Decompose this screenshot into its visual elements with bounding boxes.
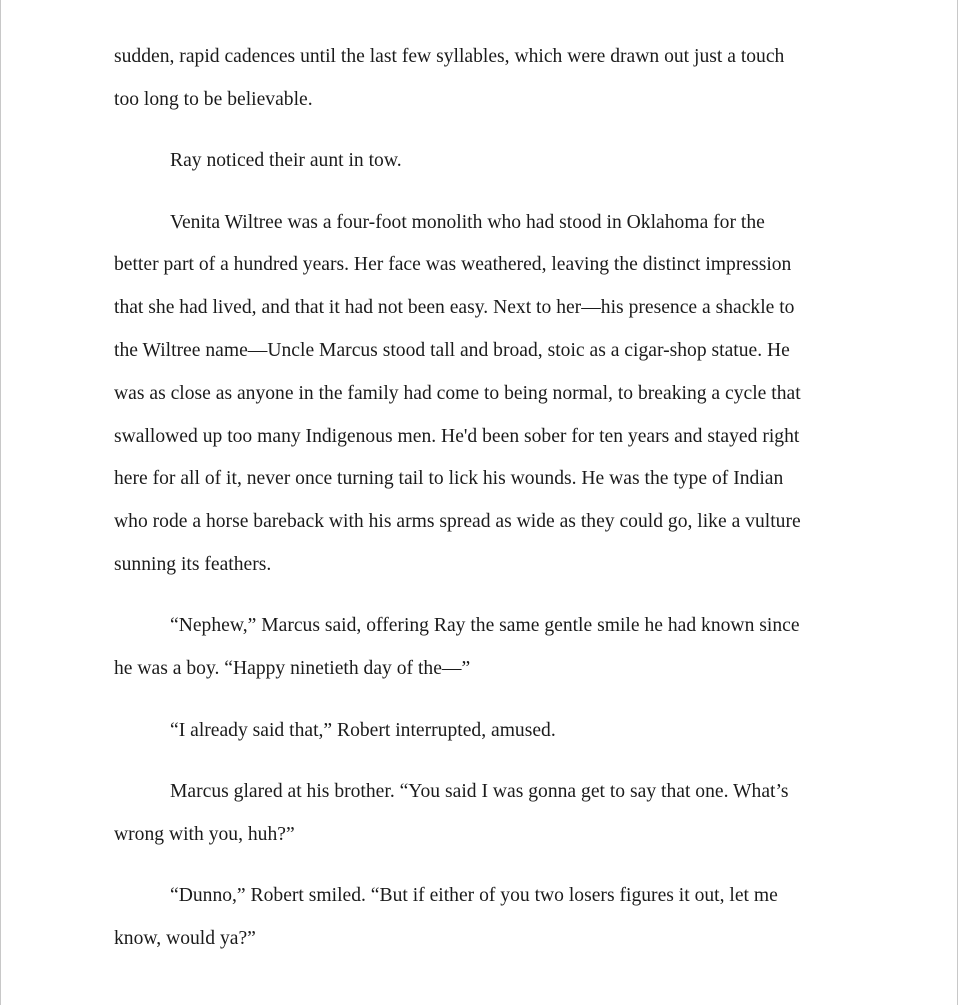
text-line: the Wiltree name—Uncle Marcus stood tall and broad, stoic as a cigar-shop statue. He [114,339,790,361]
paragraph-3 [114,202,844,587]
paragraph-1 [114,36,844,122]
text-line: sunning its feathers. [114,553,272,575]
paragraph-4 [114,605,844,691]
paragraph-6 [114,771,844,857]
text-line: swallowed up too many Indigenous men. He'd been sober for ten years and stayed right [114,425,800,447]
text-line: Marcus glared at his brother. “You said I was gonna get to say that one. What’s [170,780,789,802]
text-line: “I already said that,” Robert interrupted, amused. [170,719,556,741]
text-line: here for all of it, never once turning tail to lick his wounds. He was the type of Indian [114,468,784,490]
text-line: he was a boy. “Happy ninetieth day of the—” [114,658,471,680]
text-line: Ray noticed their aunt in tow. [170,150,402,172]
paragraph-7 [114,875,844,961]
text-line: that she had lived, and that it had not been easy. Next to her—his presence a shackle to [114,297,795,319]
paragraph-5 [114,710,844,753]
text-line: was as close as anyone in the family had come to being normal, to breaking a cycle that [114,382,801,404]
text-line: Venita Wiltree was a four-foot monolith who had stood in Oklahoma for the [170,211,765,233]
text-line: too long to be believable. [114,88,313,110]
text-line: “Nephew,” Marcus said, offering Ray the same gentle smile he had known since [170,615,800,637]
paragraph-2 [114,140,844,183]
text-line: who rode a horse bareback with his arms spread as wide as they could go, like a vulture [114,511,801,533]
text-line: know, would ya?” [114,927,256,949]
text-line: better part of a hundred years. Her face was weathered, leaving the distinct impression [114,254,792,276]
document-body [114,36,844,979]
text-line: sudden, rapid cadences until the last few syllables, which were drawn out just a touch [114,46,785,67]
text-line: wrong with you, huh?” [114,823,295,845]
text-line: “Dunno,” Robert smiled. “But if either of you two losers figures it out, let me [170,885,778,907]
